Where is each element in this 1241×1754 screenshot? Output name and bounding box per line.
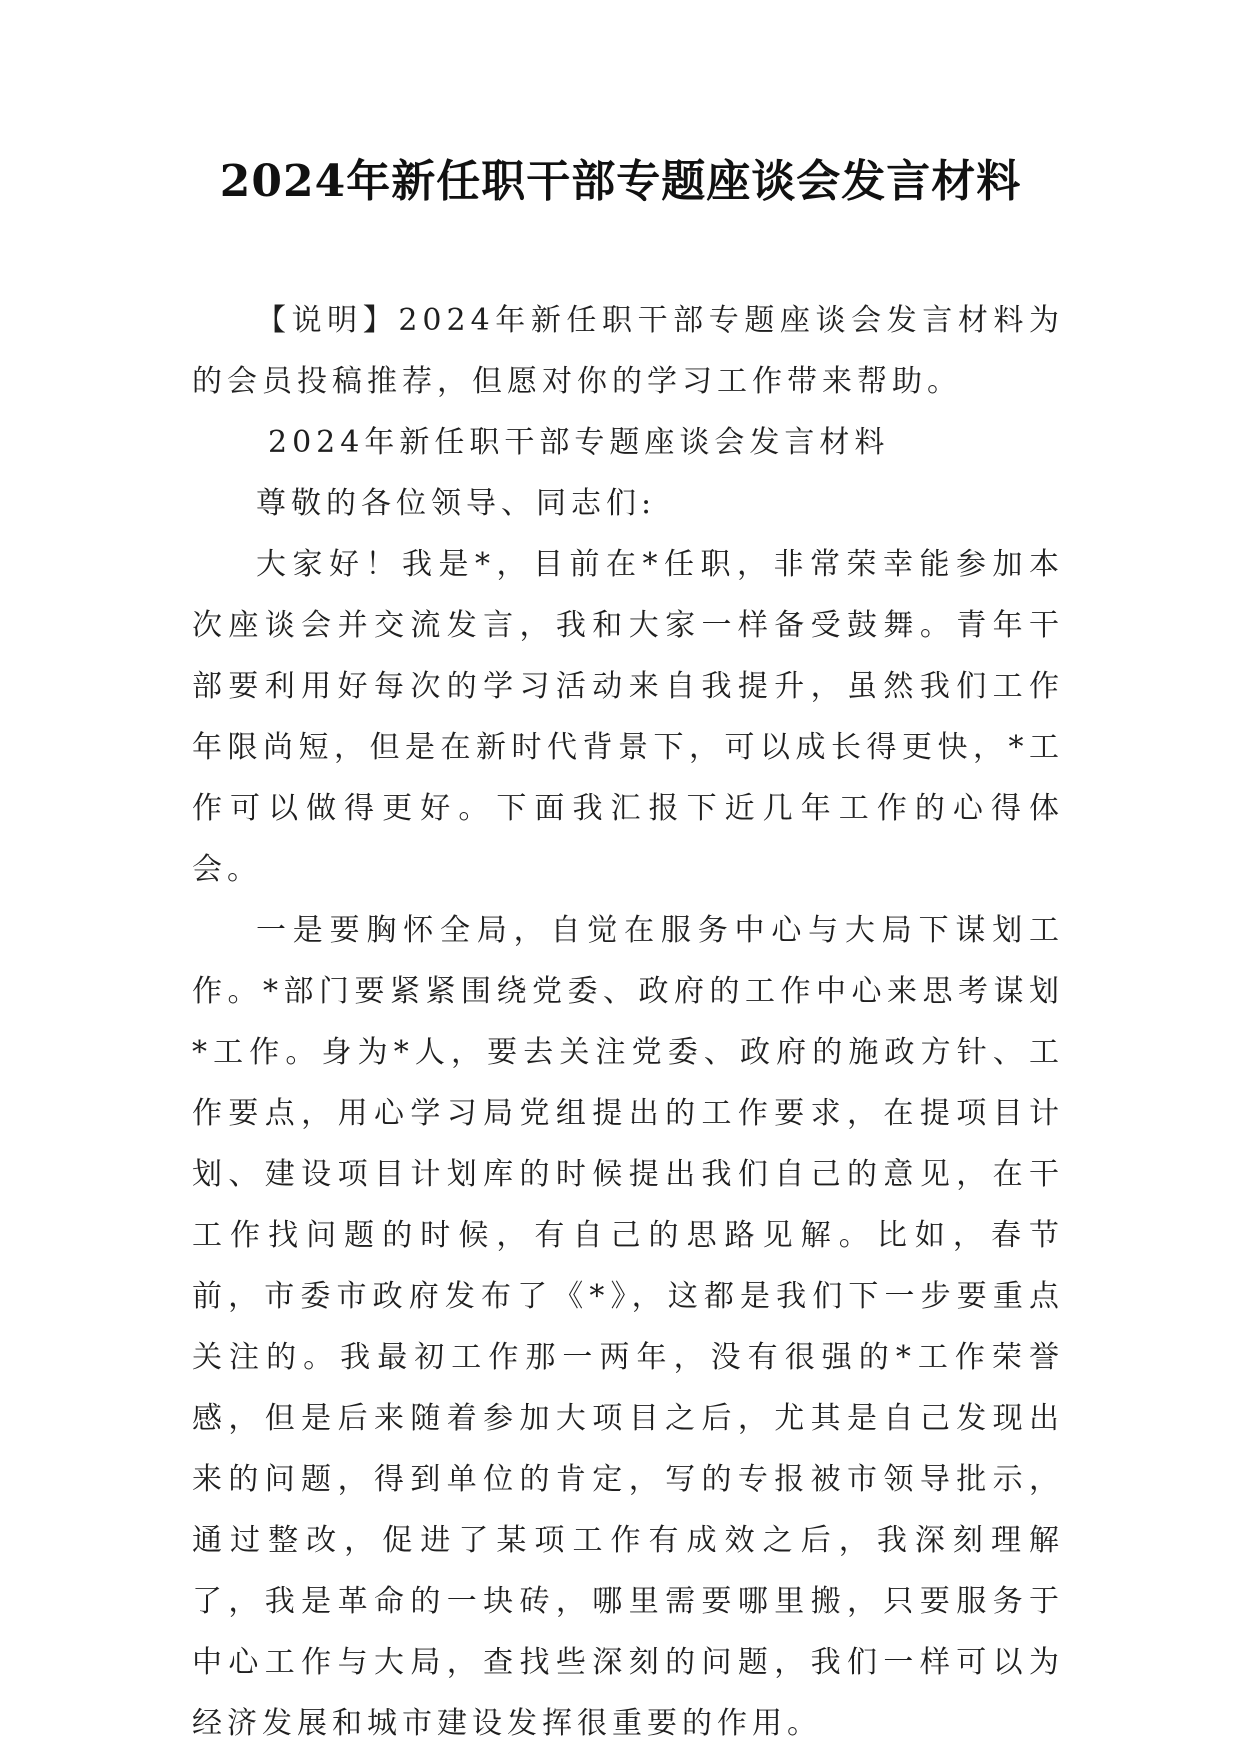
document-body [192,290,1064,1754]
point-one-paragraph: 一是要胸怀全局，自觉在服务中心与大局下谋划工作。*部门要紧紧围绕党委、政府的工作中心来思考谋划*工作。身为*人，要去关注党委、政府的施政方针、工作要点，用心学习局党组提出的工作要求，在提项目计划、建设项目计划库的时候提出我们自己的意见，在干工作找问题的时候，有自己的思路见解。比如，春节前，市委市政府发布了《*》，这都是我们下一步要重点关注的。我最初工作那一两年，没有很强的*工作荣誉感，但是后来随着参加大项目之后，尤其是自己发现出来的问题，得到单位的肯定，写的专报被市领导批示，通过整改，促进了某项工作有成效之后，我深刻理解了，我是革命的一块砖，哪里需要哪里搬，只要服务于中心工作与大局，查找些深刻的问题，我们一样可以为经济发展和城市建设发挥很重要的作用。 [192,913,1064,1741]
greeting-paragraph: 尊敬的各位领导、同志们: [256,486,657,521]
document-title: 2024年新任职干部专题座谈会发言材料 [219,156,1022,207]
subtitle-paragraph: 2024年新任职干部专题座谈会发言材料 [268,425,890,460]
note-paragraph: 【说明】2024年新任职干部专题座谈会发言材料为的会员投稿推荐，但愿对你的学习工作带来帮助。 [192,303,1064,399]
intro-paragraph: 大家好！我是*，目前在*任职，非常荣幸能参加本次座谈会并交流发言，我和大家一样备受鼓舞。青年干部要利用好每次的学习活动来自我提升，虽然我们工作年限尚短，但是在新时代背景下，可以成长得更快，*工作可以做得更好。下面我汇报下近几年工作的心得体会。 [192,547,1064,887]
